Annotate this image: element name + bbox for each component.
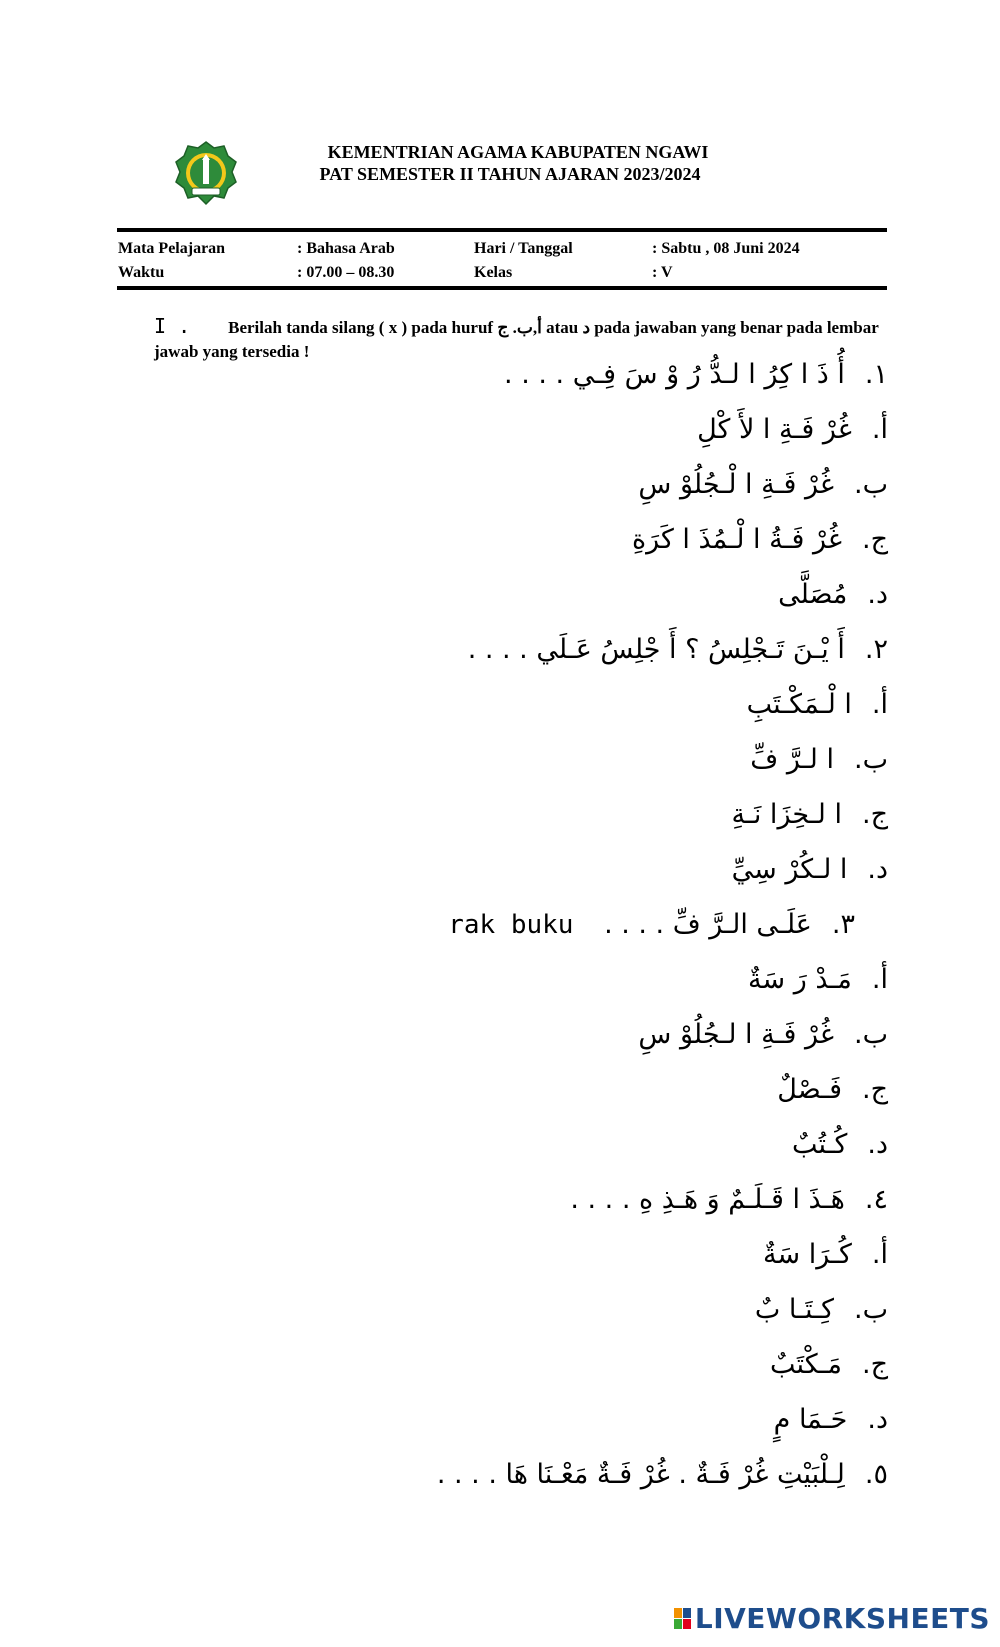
q1-option-b[interactable]: [638, 468, 888, 502]
day-value: : Sabtu , 08 Juni 2024: [652, 240, 800, 257]
option-text: مُصَلَّى: [778, 579, 848, 610]
option-text: ا لـرَّ فِّ: [750, 744, 834, 775]
option-text: كُـرَا سَةٌ: [763, 1239, 852, 1270]
q4-option-d[interactable]: [774, 1403, 888, 1437]
q2-option-d[interactable]: [732, 853, 888, 887]
option-label: ج.: [861, 799, 888, 830]
subject-label: Mata Pelajaran: [118, 240, 226, 257]
option-text: كِـتَـا بٌ: [754, 1294, 834, 1325]
question-text: هَـذَ ا قَـلَـمٌ وَ هَـذِ هِ . . . .: [570, 1184, 845, 1215]
q1-option-d[interactable]: [778, 578, 888, 612]
option-text: غُرْ فَـةِ ا لـجُلُوْ سِ: [638, 1019, 834, 1050]
day-label: Hari / Tanggal: [474, 240, 573, 257]
q3-option-c[interactable]: [777, 1073, 888, 1107]
question-4: [570, 1183, 888, 1217]
option-label: ج.: [861, 1074, 888, 1105]
liveworksheets-logo-icon: [674, 1608, 691, 1629]
option-text: فَـصْلٌ: [777, 1074, 842, 1105]
option-label: أ.: [871, 414, 888, 445]
option-text: ا لـكُرْ سِيِّ: [731, 854, 848, 885]
option-text: غُرْ فَـةِ ا لأَ كْلِ: [697, 414, 852, 445]
question-number: ٣.: [831, 909, 855, 940]
question-1: [504, 358, 888, 392]
question-number: ١.: [864, 359, 888, 390]
instruction-number: I .: [154, 314, 191, 338]
time-label: Waktu: [118, 264, 165, 281]
option-text: ا لْـمَكْـتَبِ: [746, 689, 852, 720]
q2-option-a[interactable]: [747, 688, 888, 722]
option-label: د.: [867, 854, 888, 885]
question-text: أَ يْـنَ تَـجْلِسُ ؟ أَ جْلِسُ عَـلَي . . . .: [467, 634, 845, 665]
option-text: غُرْ فَـةُ ا لْـمُذَ ا كَرَةِ: [631, 524, 842, 555]
question-text: أُ ذَ ا كِرُ ا لـدُّ رُ وْ سَ فِـي . . . .: [504, 359, 845, 390]
question-number: ٥.: [864, 1459, 888, 1490]
q1-option-c[interactable]: [632, 523, 888, 557]
option-label: د.: [867, 579, 888, 610]
option-label: ب.: [853, 469, 888, 500]
option-label: ب.: [853, 744, 888, 775]
header-line-2: PAT SEMESTER II TAHUN AJARAN 2023/2024: [319, 164, 701, 184]
option-label: ب.: [853, 1294, 888, 1325]
q4-option-c[interactable]: [770, 1348, 888, 1382]
option-label: ج.: [861, 524, 888, 555]
option-text: غُرْ فَـةِ ا لْـجُلُوْ سِ: [638, 469, 834, 500]
question-note: rak buku: [448, 910, 574, 940]
option-text: حَـمَا مٍ: [773, 1404, 848, 1435]
option-label: أ.: [871, 1239, 888, 1270]
logo-block-orange: [674, 1608, 682, 1618]
top-rule: [117, 228, 887, 232]
option-label: ج.: [861, 1349, 888, 1380]
class-value: : V: [652, 264, 673, 281]
question-2: [468, 633, 888, 667]
option-text: مَـكْتَبٌ: [770, 1349, 842, 1380]
option-text: كُـتُبٌ: [791, 1129, 848, 1160]
subject-value: : Bahasa Arab: [297, 240, 395, 257]
question-number: ٤.: [864, 1184, 888, 1215]
option-label: أ.: [871, 689, 888, 720]
option-label: د.: [867, 1129, 888, 1160]
liveworksheets-watermark[interactable]: [674, 1602, 990, 1635]
header-line-1: KEMENTRIAN AGAMA KABUPATEN NGAWI: [327, 142, 709, 162]
q2-option-b[interactable]: [750, 743, 888, 777]
option-text: ا لـخِزَا نَـةِ: [731, 799, 842, 830]
q3-option-b[interactable]: [638, 1018, 888, 1052]
q3-option-a[interactable]: [748, 963, 888, 997]
q4-option-b[interactable]: [755, 1293, 888, 1327]
logo-block-green: [674, 1619, 682, 1629]
question-text: لِـلْبَيْتِ غُرْ فَـةٌ . غُرْ فَـةٌ مَعْـنَا هَا . . . .: [436, 1459, 845, 1490]
question-5: [437, 1458, 888, 1492]
option-label: أ.: [871, 964, 888, 995]
time-value: : 07.00 – 08.30: [297, 264, 395, 281]
logo-block-red: [683, 1619, 691, 1629]
question-3: [448, 908, 855, 942]
q2-option-c[interactable]: [731, 798, 888, 832]
watermark-text: LIVEWORKSHEETS: [694, 1602, 990, 1635]
logo-block-blue: [683, 1608, 691, 1618]
option-text: مَـدْ رَ سَةٌ: [748, 964, 852, 995]
option-label: ب.: [853, 1019, 888, 1050]
class-label: Kelas: [474, 264, 513, 281]
instruction: [154, 314, 894, 364]
q4-option-a[interactable]: [763, 1238, 888, 1272]
q3-option-d[interactable]: [792, 1128, 888, 1162]
instruction-text: Berilah tanda silang ( x ) pada huruf أ,ب. ج atau د pada jawaban yang benar pada lembar jawab yang tersedia !: [154, 318, 879, 361]
question-text: عَلَـى الـرَّ فِّ . . . .: [604, 909, 812, 940]
option-label: د.: [867, 1404, 888, 1435]
bottom-rule: [117, 286, 887, 290]
q1-option-a[interactable]: [697, 413, 888, 447]
question-number: ٢.: [864, 634, 888, 665]
